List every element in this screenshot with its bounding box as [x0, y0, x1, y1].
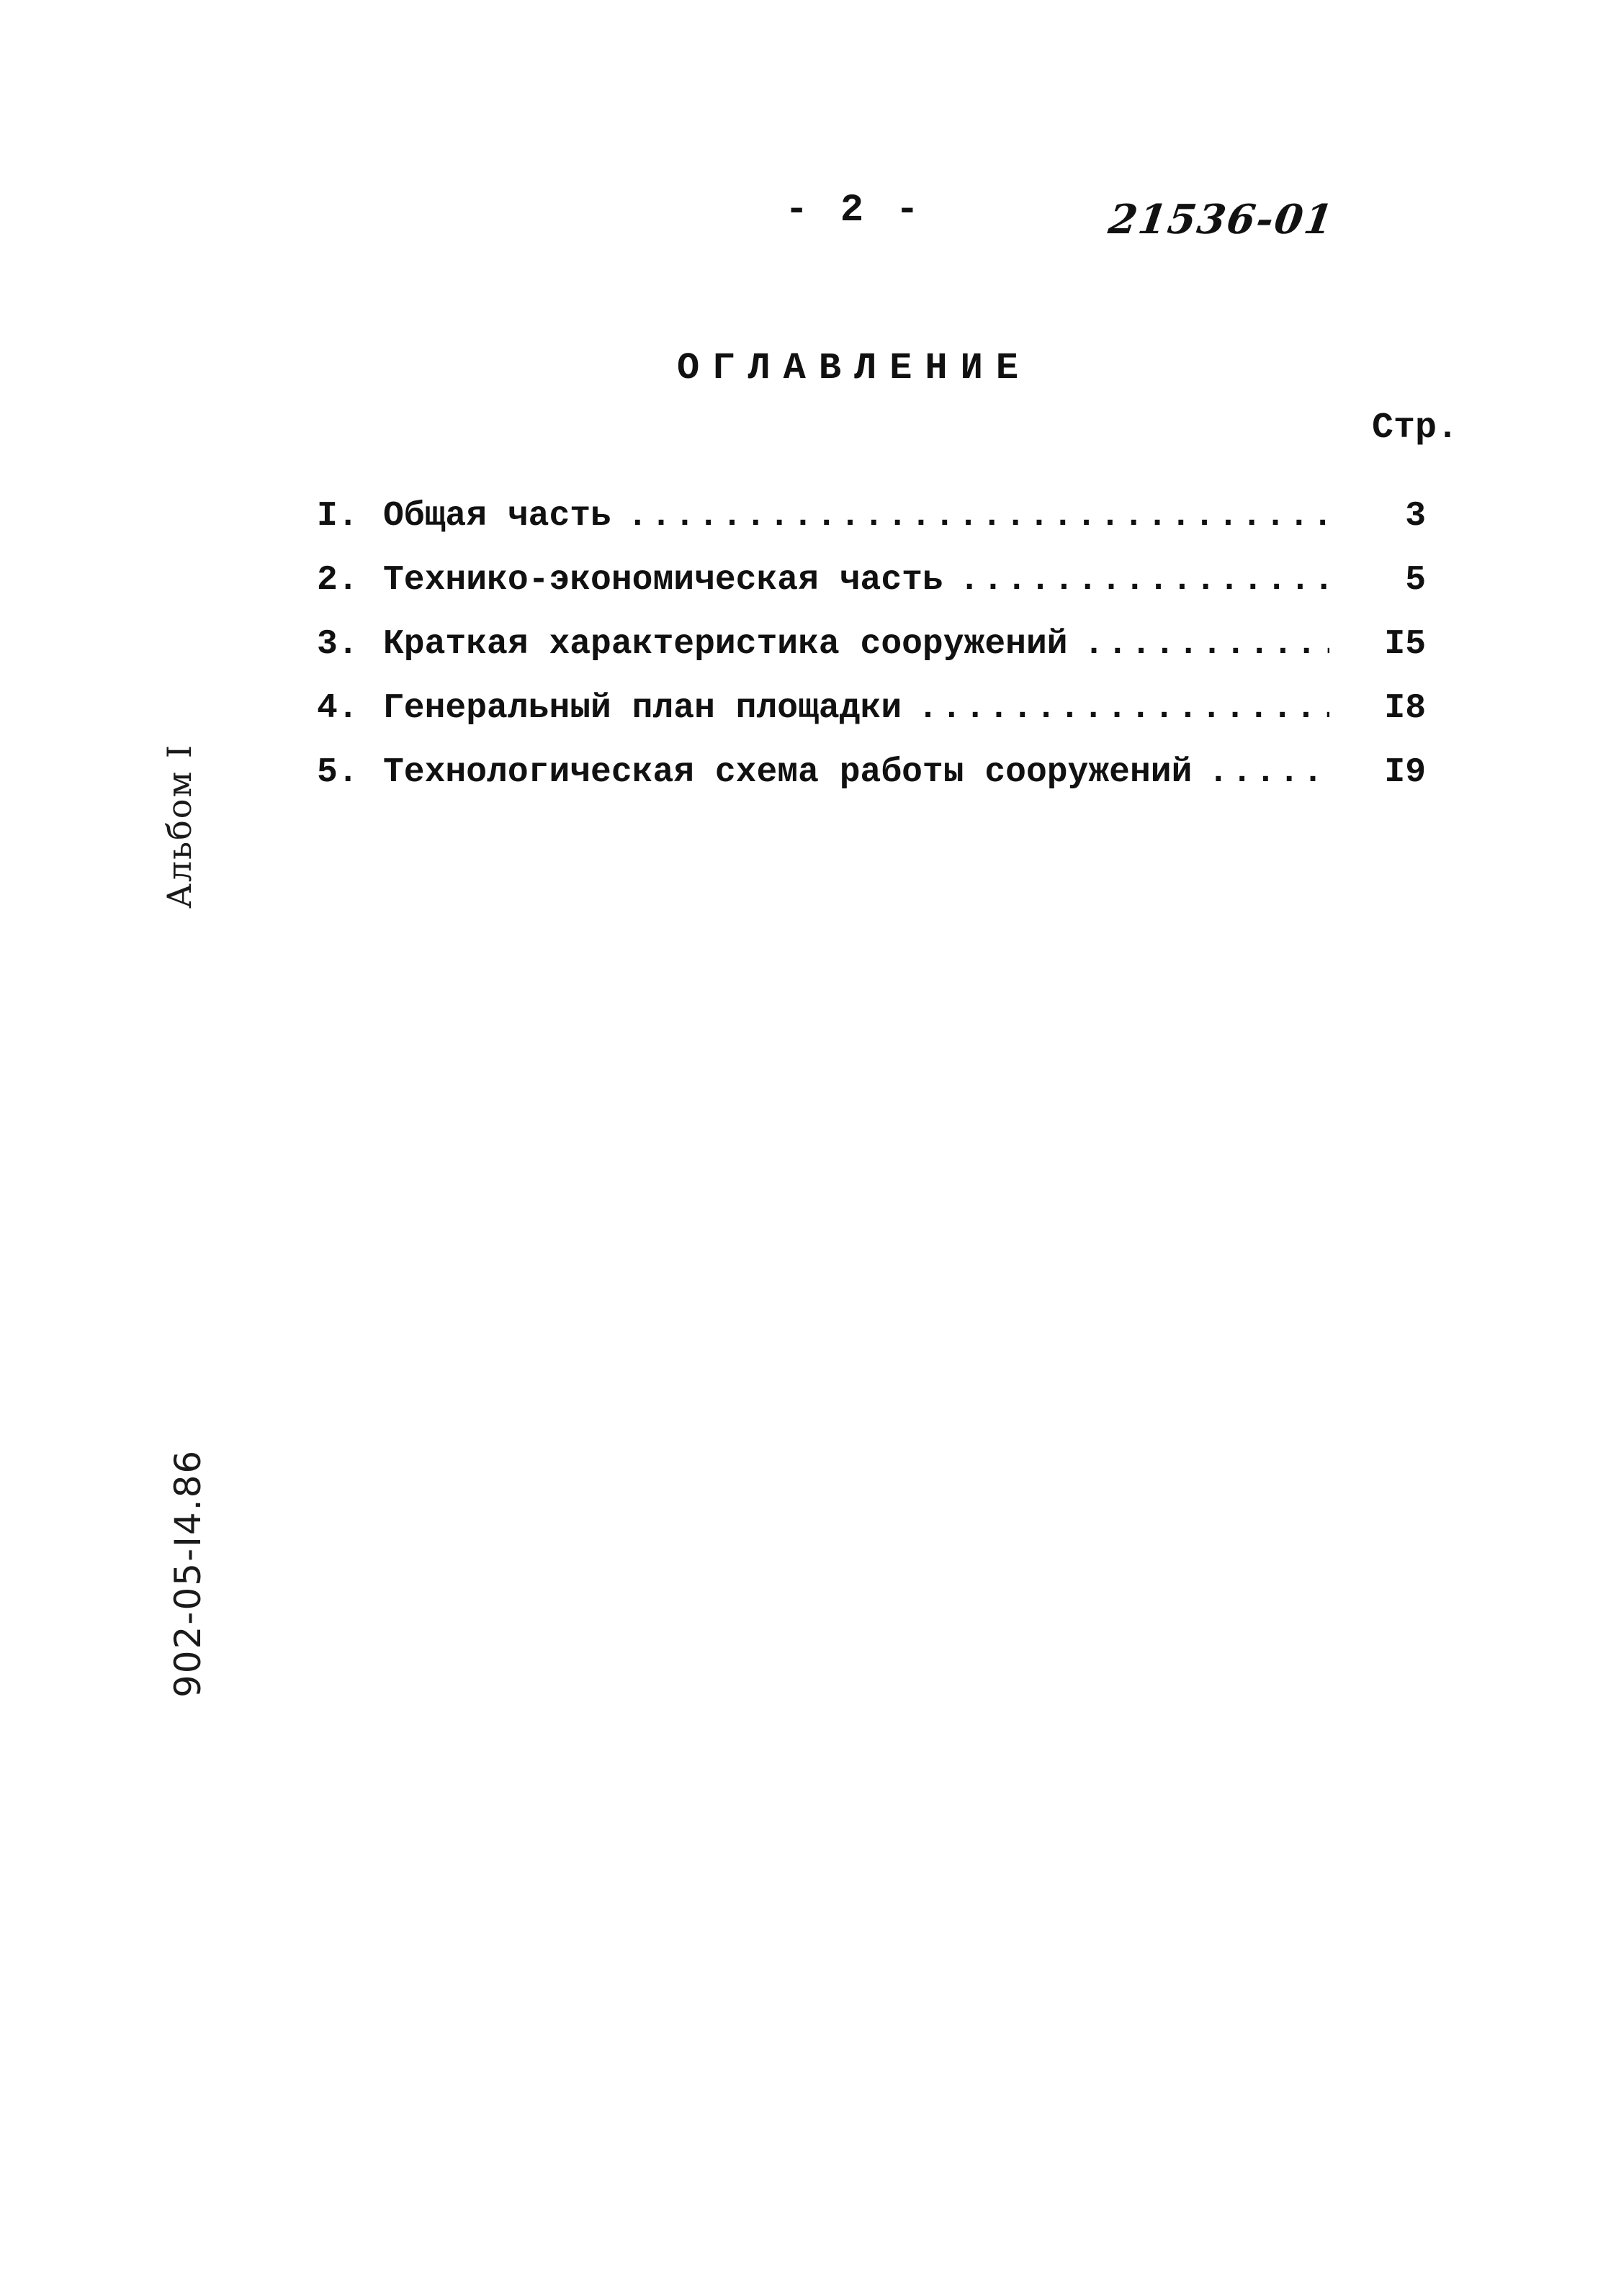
toc-dot-leader	[959, 561, 1329, 600]
toc-item-page: I8	[1384, 689, 1426, 728]
handwritten-document-code: 21536-01	[1105, 196, 1337, 243]
toc-item-title: Общая часть	[383, 497, 611, 536]
toc-list	[317, 497, 1426, 817]
toc-item-page: I9	[1384, 753, 1426, 792]
toc-item	[317, 497, 1426, 561]
toc-item-title: Краткая характеристика сооружений	[383, 625, 1068, 664]
toc-item-number: 4.	[317, 689, 359, 728]
toc-item-title: Технико-экономическая часть	[383, 561, 943, 600]
toc-item	[317, 689, 1426, 753]
toc-dot-leader	[1208, 753, 1329, 792]
toc-item-page: 3	[1405, 497, 1426, 536]
toc-item-number: I.	[317, 497, 359, 536]
page-number: - 2 -	[785, 189, 924, 233]
toc-item	[317, 625, 1426, 689]
toc-item-number: 2.	[317, 561, 359, 600]
toc-item-page: I5	[1384, 625, 1426, 664]
margin-album-label: Альбом I	[160, 743, 199, 909]
toc-item-title: Генеральный план площадки	[383, 689, 902, 728]
toc-item	[317, 753, 1426, 817]
margin-project-code: 902-05-I4.86	[167, 1449, 209, 1698]
toc-item-number: 5.	[317, 753, 359, 792]
toc-item-number: 3.	[317, 625, 359, 664]
toc-page-column-label: Стр.	[1372, 408, 1459, 449]
toc-item-title: Технологическая схема работы сооружений	[383, 753, 1193, 792]
toc-title: ОГЛАВЛЕНИЕ	[677, 347, 1032, 390]
toc-dot-leader	[627, 497, 1329, 536]
toc-item-page: 5	[1405, 561, 1426, 600]
toc-item	[317, 561, 1426, 625]
toc-dot-leader	[917, 689, 1329, 728]
toc-dot-leader	[1084, 625, 1329, 664]
